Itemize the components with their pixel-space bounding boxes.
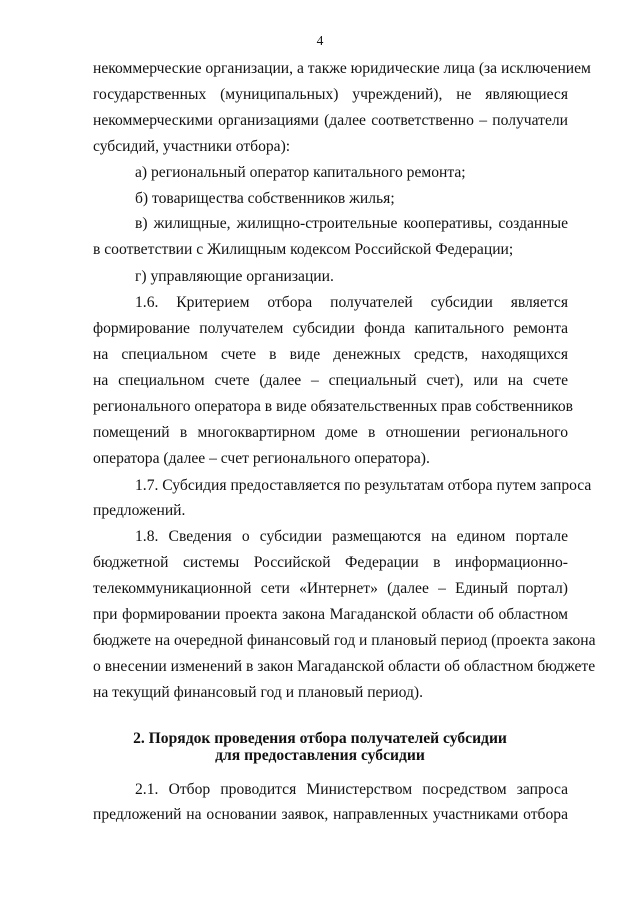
list-item-v: в) жилищные, жилищно-строительные кооперативы, созданные xyxy=(135,215,568,232)
text-line: предложений на основании заявок, направленных участниками отбора xyxy=(93,806,568,823)
section-heading-continued: для предоставления субсидии xyxy=(215,747,425,764)
section-heading: 2. Порядок проведения отбора получателей субсидии xyxy=(133,730,507,747)
text-line: на специальном счете в виде денежных средств, находящихся xyxy=(93,346,568,363)
text-line: бюджете на очередной финансовый год и плановый период (проекта закона xyxy=(93,632,596,649)
list-item-a: а) региональный оператор капитального ремонта; xyxy=(135,164,466,181)
paragraph-1-8: 1.8. Сведения о субсидии размещаются на едином портале xyxy=(135,528,568,545)
paragraph-1-7: 1.7. Субсидия предоставляется по результатам отбора путем запроса xyxy=(135,477,592,494)
text-line: регионального оператора в виде обязательственных прав собственников xyxy=(93,398,574,415)
text-line: субсидий, участники отбора): xyxy=(93,138,291,155)
page-number: 4 xyxy=(316,33,324,48)
text-line: о внесении изменений в закон Магаданской области об областном бюджете xyxy=(93,658,596,675)
text-line: государственных (муниципальных) учреждений), не являющиеся xyxy=(93,86,568,103)
text-line: помещений в многоквартирном доме в отношении регионального xyxy=(93,424,568,441)
text-line: телекоммуникационной сети «Интернет» (далее – Единый портал) xyxy=(93,580,568,597)
list-item-b: б) товарищества собственников жилья; xyxy=(135,190,395,207)
text-line: формирование получателем субсидии фонда капитального ремонта xyxy=(93,320,568,337)
text-line: оператора (далее – счет регионального оператора). xyxy=(93,450,430,467)
list-item-g: г) управляющие организации. xyxy=(135,268,334,285)
text-line: на специальном счете (далее – специальный счет), или на счете xyxy=(93,372,568,389)
paragraph-2-1: 2.1. Отбор проводится Министерством посредством запроса xyxy=(135,781,568,798)
text-line: некоммерческими организациями (далее соответственно – получатели xyxy=(93,112,568,129)
text-line: предложений. xyxy=(93,502,186,519)
text-line: некоммерческие организации, а также юридические лица (за исключением xyxy=(93,60,591,77)
paragraph-1-6: 1.6. Критерием отбора получателей субсидии является xyxy=(135,294,568,311)
text-line: в соответствии с Жилищным кодексом Российской Федерации; xyxy=(93,241,514,258)
text-line: на текущий финансовый год и плановый период). xyxy=(93,684,423,701)
text-line: при формировании проекта закона Магаданской области об областном xyxy=(93,606,568,623)
text-line: бюджетной системы Российской Федерации в информационно- xyxy=(93,554,568,571)
